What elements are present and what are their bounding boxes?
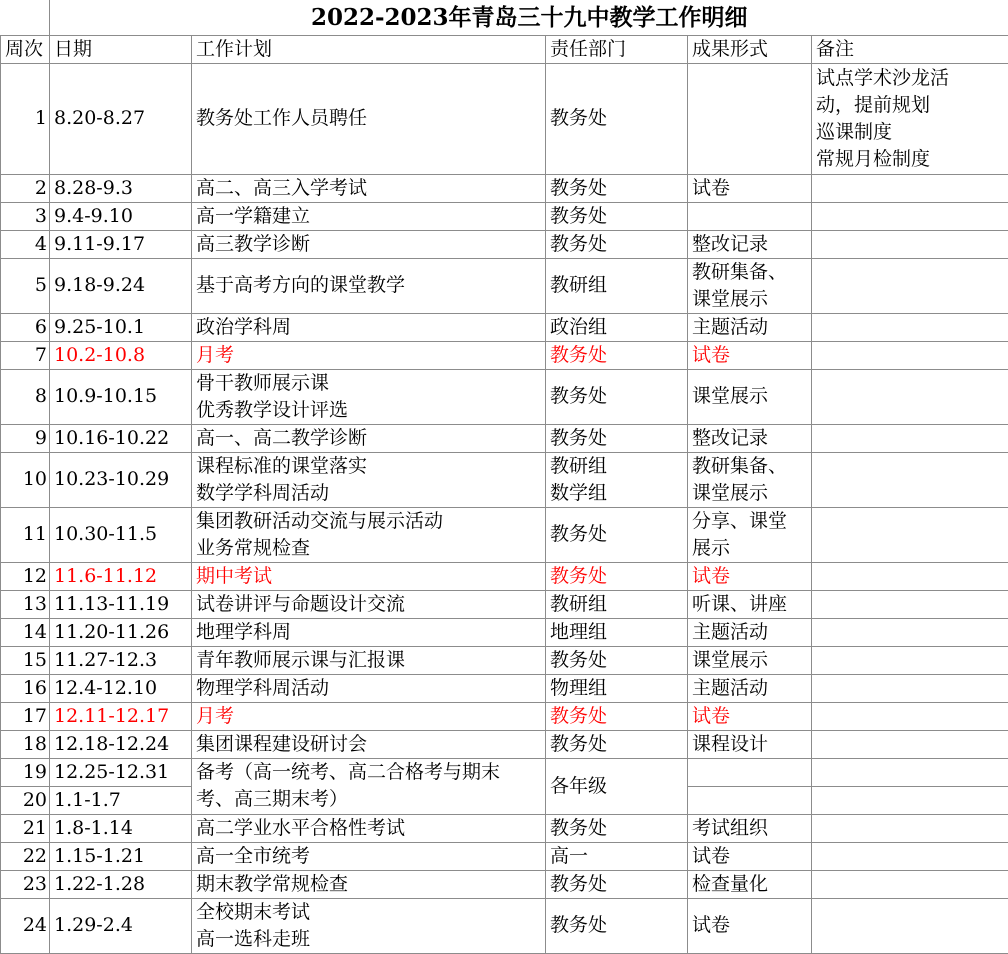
cell-line: 动，提前规划 [816,92,1004,119]
note-cell[interactable] [812,870,1008,898]
header-row [1,35,1008,63]
date-cell[interactable]: 9.4-9.10 [50,202,192,230]
cell-line: 教务处 [550,703,683,730]
cell-line: 期中考试 [196,563,541,590]
table-row [1,730,1008,758]
dept-cell[interactable] [546,618,688,646]
cell-line: 地理学科周 [196,619,541,646]
cell-line: 试点学术沙龙活 [816,65,1004,92]
date-cell[interactable]: 10.23-10.29 [50,452,192,507]
note-cell[interactable] [812,230,1008,258]
note-cell[interactable] [812,590,1008,618]
date-cell[interactable]: 8.20-8.27 [50,63,192,174]
week-cell[interactable]: 11 [1,507,50,562]
plan-cell[interactable] [192,174,546,202]
cell-line: 课程设计 [692,731,807,758]
date-cell[interactable]: 9.25-10.1 [50,313,192,341]
table-row [1,898,1008,953]
table-row [1,562,1008,590]
table-row [1,758,1008,786]
table-row [1,369,1008,424]
result-cell[interactable] [688,202,812,230]
week-cell[interactable]: 6 [1,313,50,341]
cell-line: 主题活动 [692,675,807,702]
date-cell[interactable]: 12.25-12.31 [50,758,192,786]
cell-line: 教务处 [550,203,683,230]
note-cell[interactable] [812,786,1008,814]
result-cell[interactable] [688,369,812,424]
note-cell[interactable] [812,313,1008,341]
table-row [1,814,1008,842]
table-row [1,618,1008,646]
week-cell[interactable]: 4 [1,230,50,258]
header-date[interactable]: 日期 [50,35,192,63]
sheet-title[interactable]: 2022-2023年青岛三十九中教学工作明细 [50,0,1008,35]
dept-cell[interactable] [546,646,688,674]
dept-cell[interactable] [546,369,688,424]
note-cell[interactable] [812,258,1008,313]
result-cell[interactable] [688,842,812,870]
week-cell[interactable]: 8 [1,369,50,424]
plan-cell[interactable] [192,424,546,452]
date-cell[interactable]: 11.6-11.12 [50,562,192,590]
dept-cell[interactable] [546,870,688,898]
week-cell[interactable]: 13 [1,590,50,618]
plan-cell[interactable] [192,702,546,730]
dept-cell[interactable] [546,842,688,870]
plan-cell[interactable] [192,590,546,618]
cell-line: 教研集备、 [692,259,807,286]
plan-cell[interactable] [192,507,546,562]
cell-line: 课程标准的课堂落实 [196,453,541,480]
cell-line: 教务处 [550,425,683,452]
date-cell[interactable]: 1.22-1.28 [50,870,192,898]
date-cell[interactable]: 12.11-12.17 [50,702,192,730]
dept-cell[interactable] [546,452,688,507]
cell-line: 数学学科周活动 [196,480,541,507]
dept-cell[interactable] [546,313,688,341]
plan-cell[interactable] [192,646,546,674]
table-row [1,646,1008,674]
cell-line: 教务处 [550,563,683,590]
note-cell[interactable] [812,730,1008,758]
cell-line: 教务处 [550,231,683,258]
cell-line: 试卷 [692,342,807,369]
result-cell[interactable] [688,814,812,842]
cell-line: 课堂展示 [692,480,807,507]
result-cell[interactable] [688,230,812,258]
table-row [1,452,1008,507]
plan-cell[interactable] [192,618,546,646]
note-cell[interactable] [812,174,1008,202]
note-cell[interactable] [812,842,1008,870]
cell-line: 课堂展示 [692,286,807,313]
note-cell[interactable] [812,202,1008,230]
cell-line: 高三教学诊断 [196,231,541,258]
note-cell[interactable] [812,674,1008,702]
cell-line: 高一 [550,843,683,870]
result-cell[interactable] [688,590,812,618]
cell-line: 教务处 [550,731,683,758]
cell-line: 整改记录 [692,231,807,258]
result-cell[interactable] [688,786,812,814]
header-note[interactable]: 备注 [812,35,1008,63]
dept-cell[interactable] [546,898,688,953]
date-cell[interactable]: 8.28-9.3 [50,174,192,202]
cell-line: 基于高考方向的课堂教学 [196,272,541,299]
plan-cell[interactable] [192,562,546,590]
table-row [1,341,1008,369]
cell-line: 高二学业水平合格性考试 [196,815,541,842]
note-cell[interactable] [812,562,1008,590]
date-cell[interactable]: 11.27-12.3 [50,646,192,674]
cell-line: 物理组 [550,675,683,702]
date-cell[interactable]: 10.30-11.5 [50,507,192,562]
header-dept[interactable]: 责任部门 [546,35,688,63]
week-cell[interactable]: 3 [1,202,50,230]
note-cell[interactable] [812,702,1008,730]
cell-line: 试卷 [692,563,807,590]
plan-cell[interactable] [192,452,546,507]
result-cell[interactable] [688,424,812,452]
result-cell[interactable] [688,702,812,730]
plan-cell[interactable] [192,202,546,230]
table-row [1,63,1008,174]
week-cell[interactable]: 14 [1,618,50,646]
plan-cell[interactable] [192,313,546,341]
cell-line: 教务处 [550,342,683,369]
dept-cell[interactable] [546,507,688,562]
header-result[interactable]: 成果形式 [688,35,812,63]
week-cell[interactable]: 16 [1,674,50,702]
week-cell[interactable]: 21 [1,814,50,842]
cell-line: 检查量化 [692,871,807,898]
result-cell[interactable] [688,870,812,898]
date-cell[interactable]: 1.1-1.7 [50,786,192,814]
dept-cell[interactable] [546,702,688,730]
header-week[interactable]: 周次 [1,35,50,63]
plan-cell[interactable] [192,842,546,870]
date-cell[interactable]: 10.16-10.22 [50,424,192,452]
table-row [1,674,1008,702]
plan-cell[interactable] [192,870,546,898]
dept-cell[interactable] [546,258,688,313]
week-cell[interactable]: 19 [1,758,50,786]
table-row [1,258,1008,313]
table-row [1,424,1008,452]
note-cell[interactable] [812,341,1008,369]
cell-line: 教务处 [550,105,683,132]
cell-line: 物理学科周活动 [196,675,541,702]
table-row [1,202,1008,230]
note-cell[interactable] [812,369,1008,424]
week-cell[interactable]: 1 [1,63,50,174]
plan-cell[interactable] [192,674,546,702]
dept-cell[interactable] [546,174,688,202]
plan-cell[interactable] [192,814,546,842]
cell-line: 高一、高二教学诊断 [196,425,541,452]
dept-cell[interactable] [546,674,688,702]
cell-line: 教研集备、 [692,453,807,480]
week-cell[interactable]: 20 [1,786,50,814]
dept-cell[interactable] [546,202,688,230]
cell-line: 教务处 [550,175,683,202]
date-cell[interactable]: 9.18-9.24 [50,258,192,313]
result-cell[interactable] [688,898,812,953]
plan-cell[interactable] [192,258,546,313]
cell-line: 教务处 [550,815,683,842]
date-cell[interactable]: 1.15-1.21 [50,842,192,870]
plan-cell[interactable] [192,341,546,369]
week-cell[interactable]: 12 [1,562,50,590]
cell-line: 考、高三期末考） [196,786,541,813]
cell-line: 政治组 [550,314,683,341]
date-cell[interactable]: 11.20-11.26 [50,618,192,646]
week-cell[interactable]: 10 [1,452,50,507]
result-cell[interactable] [688,174,812,202]
dept-cell[interactable] [546,562,688,590]
result-cell[interactable] [688,730,812,758]
cell-line: 巡课制度 [816,119,1004,146]
table-row [1,174,1008,202]
header-plan[interactable]: 工作计划 [192,35,546,63]
week-cell[interactable]: 5 [1,258,50,313]
cell-line: 政治学科周 [196,314,541,341]
cell-line: 试卷 [692,843,807,870]
table-row [1,870,1008,898]
cell-line: 课堂展示 [692,647,807,674]
dept-cell[interactable] [546,424,688,452]
result-cell[interactable] [688,618,812,646]
cell-line: 全校期末考试 [196,899,541,926]
cell-line: 展示 [692,535,807,562]
cell-line: 试卷 [692,703,807,730]
week-cell[interactable]: 23 [1,870,50,898]
table-row [1,507,1008,562]
date-cell[interactable]: 11.13-11.19 [50,590,192,618]
cell-line: 数学组 [550,480,683,507]
result-cell[interactable] [688,452,812,507]
table-row [1,230,1008,258]
plan-cell[interactable] [192,63,546,174]
cell-line: 骨干教师展示课 [196,370,541,397]
week-cell[interactable]: 15 [1,646,50,674]
cell-line: 考试组织 [692,815,807,842]
dept-cell[interactable] [546,730,688,758]
cell-line: 教务处 [550,521,683,548]
result-cell[interactable] [688,646,812,674]
cell-line: 主题活动 [692,619,807,646]
result-cell[interactable] [688,674,812,702]
cell-line: 教务处 [550,647,683,674]
plan-cell[interactable] [192,898,546,953]
cell-line: 听课、讲座 [692,591,807,618]
cell-line: 优秀教学设计评选 [196,397,541,424]
week-cell[interactable]: 22 [1,842,50,870]
table-row [1,842,1008,870]
cell-line: 分享、课堂 [692,508,807,535]
table-row [1,702,1008,730]
date-cell[interactable]: 10.2-10.8 [50,341,192,369]
date-cell[interactable]: 1.8-1.14 [50,814,192,842]
cell-line: 主题活动 [692,314,807,341]
note-cell[interactable] [812,646,1008,674]
week-cell[interactable]: 24 [1,898,50,953]
plan-cell[interactable] [192,758,546,814]
week-cell[interactable]: 17 [1,702,50,730]
cell-line: 教务处 [550,383,683,410]
plan-cell[interactable] [192,230,546,258]
cell-line: 试卷 [692,912,807,939]
week-cell[interactable]: 9 [1,424,50,452]
cell-line: 高一全市统考 [196,843,541,870]
cell-line: 教研组 [550,453,683,480]
cell-line: 整改记录 [692,425,807,452]
result-cell[interactable] [688,341,812,369]
dept-cell[interactable] [546,341,688,369]
cell-line: 高一学籍建立 [196,203,541,230]
cell-line: 期末教学常规检查 [196,871,541,898]
cell-line: 月考 [196,342,541,369]
cell-line: 高二、高三入学考试 [196,175,541,202]
cell-line: 备考（高一统考、高二合格考与期末 [196,759,541,786]
cell-line: 各年级 [550,773,683,800]
cell-line: 地理组 [550,619,683,646]
week-cell[interactable]: 18 [1,730,50,758]
dept-cell[interactable] [546,814,688,842]
cell-line: 高一选科走班 [196,926,541,953]
note-cell[interactable] [812,452,1008,507]
week-cell[interactable]: 2 [1,174,50,202]
result-cell[interactable] [688,562,812,590]
cell-line: 课堂展示 [692,383,807,410]
cell-line: 业务常规检查 [196,535,541,562]
note-cell[interactable] [812,618,1008,646]
note-cell[interactable] [812,898,1008,953]
note-cell[interactable] [812,758,1008,786]
dept-cell[interactable] [546,230,688,258]
cell-line: 常规月检制度 [816,146,1004,173]
dept-cell[interactable] [546,758,688,814]
date-cell[interactable]: 10.9-10.15 [50,369,192,424]
cell-line: 试卷 [692,175,807,202]
note-cell[interactable] [812,424,1008,452]
note-cell[interactable] [812,814,1008,842]
cell-line: 试卷讲评与命题设计交流 [196,591,541,618]
cell-line: 教务处 [550,871,683,898]
table-row [1,590,1008,618]
cell-line: 月考 [196,703,541,730]
plan-cell[interactable] [192,730,546,758]
note-cell[interactable] [812,63,1008,174]
table-row [1,313,1008,341]
cell-line: 集团课程建设研讨会 [196,731,541,758]
cell-line: 教研组 [550,272,683,299]
cell-line: 教务处 [550,912,683,939]
result-cell[interactable] [688,758,812,786]
result-cell[interactable] [688,63,812,174]
result-cell[interactable] [688,258,812,313]
corner-cell[interactable] [1,0,50,35]
week-cell[interactable]: 7 [1,341,50,369]
cell-line: 集团教研活动交流与展示活动 [196,508,541,535]
cell-line: 教研组 [550,591,683,618]
result-cell[interactable] [688,313,812,341]
dept-cell[interactable] [546,590,688,618]
date-cell[interactable]: 9.11-9.17 [50,230,192,258]
date-cell[interactable]: 12.18-12.24 [50,730,192,758]
date-cell[interactable]: 1.29-2.4 [50,898,192,953]
note-cell[interactable] [812,507,1008,562]
date-cell[interactable]: 12.4-12.10 [50,674,192,702]
cell-line: 青年教师展示课与汇报课 [196,647,541,674]
dept-cell[interactable] [546,63,688,174]
plan-cell[interactable] [192,369,546,424]
result-cell[interactable] [688,507,812,562]
cell-line: 教务处工作人员聘任 [196,105,541,132]
